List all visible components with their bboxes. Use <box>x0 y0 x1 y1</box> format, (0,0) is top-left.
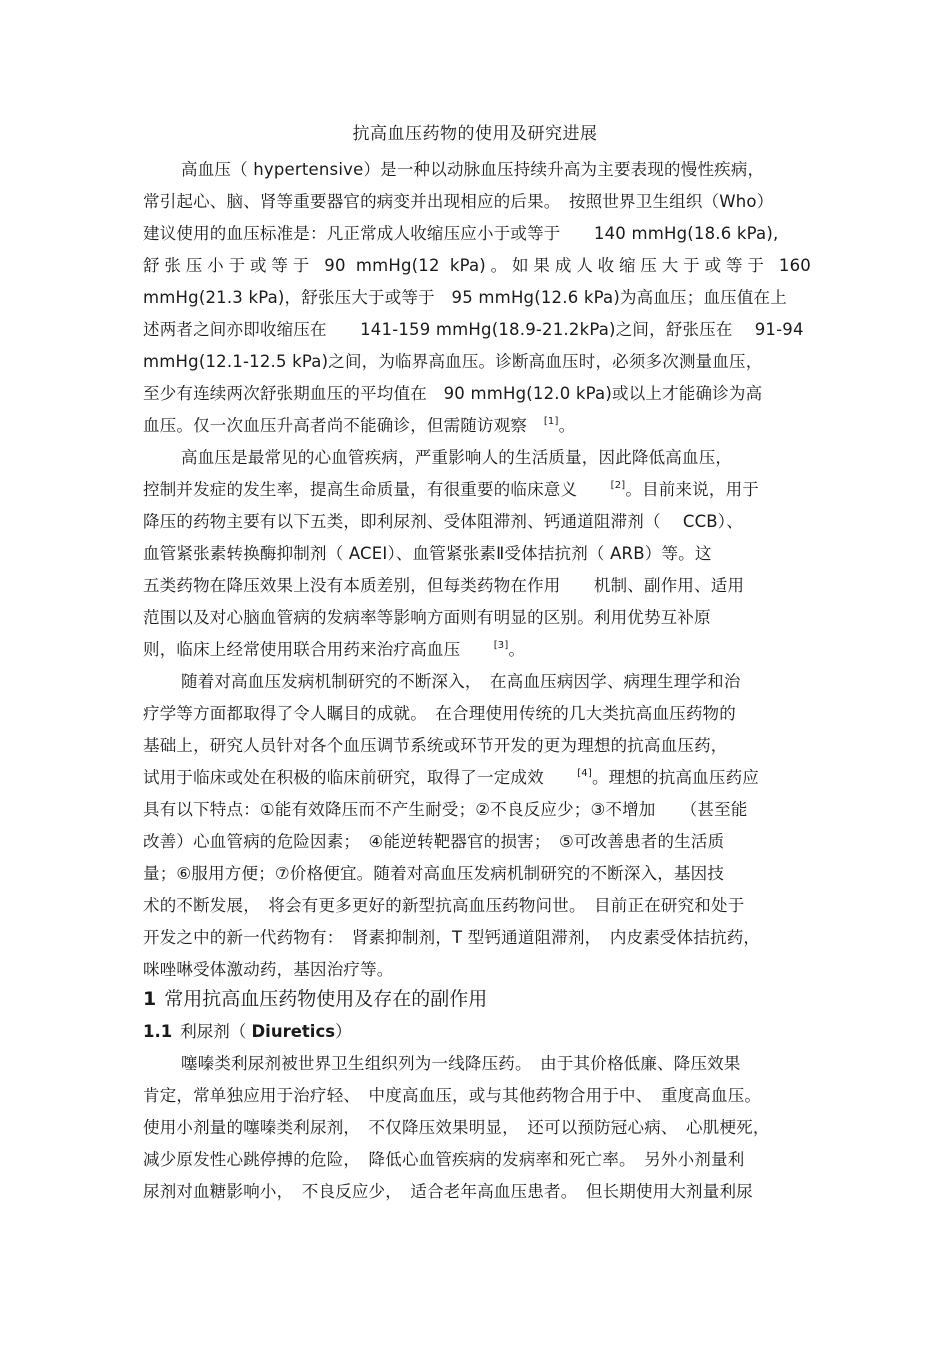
p4-line-1: 噻嗪类利尿剂被世界卫生组织列为一线降压药。 由于其价格低廉、降压效果 <box>181 1054 741 1073</box>
p3-line-4 <box>143 766 811 790</box>
p3-line-10: 咪唑啉受体激动药，基因治疗等。 <box>143 960 394 979</box>
p3-line-3: 基础上，研究人员针对各个血压调节系统或环节开发的更为理想的抗高血压药， <box>143 736 728 755</box>
p3-line-6: 改善）心血管病的危险因素； ④能逆转靶器官的损害； ⑤可改善患者的生活质 <box>143 832 725 851</box>
citation-ref-4: [4] <box>577 768 592 779</box>
p1-line-8: 至少有连续两次舒张期血压的平均值在 90 mmHg(12.0 kPa)或以上才能确诊为高 <box>143 384 763 403</box>
p4-line-3: 使用小剂量的噻嗪类利尿剂， 不仅降压效果明显， 还可以预防冠心病、 心肌梗死， <box>143 1118 770 1137</box>
p3-line-4-after: 。理想的抗高血压药应 <box>591 768 759 787</box>
section-heading-1-1-title-end: ） <box>335 1022 352 1041</box>
section-heading-1-number: 1 <box>143 988 157 1010</box>
p1-line-3: 建议使用的血压标准是：凡正常成人收缩压应小于或等于 140 mmHg(18.6 kPa), <box>143 224 779 243</box>
document-title: 抗高血压药物的使用及研究进展 <box>352 124 598 144</box>
section-heading-1-1-number: 1.1 <box>143 1022 173 1041</box>
p2-line-7 <box>143 638 811 662</box>
p2-line-6: 范围以及对心脑血管病的发病率等影响方面则有明显的区别。利用优势互补原 <box>143 608 711 627</box>
p4-line-2: 肯定，常单独应用于治疗轻、 中度高血压，或与其他药物合用于中、 重度高血压。 <box>143 1086 762 1105</box>
p2-line-3: 降压的药物主要有以下五类，即利尿剂、受体阻滞剂、钙通道阻滞剂（ CCB）、 <box>143 512 743 531</box>
citation-ref-2: [2] <box>610 480 626 491</box>
p2-line-7-end: 。 <box>508 640 526 659</box>
p1-line-6: 述两者之间亦即收缩压在 141-159 mmHg(18.9-21.2kPa)之间，舒张压在 91-94 <box>143 320 804 339</box>
citation-ref-1: [1] <box>543 416 559 427</box>
p1-line-5: mmHg(21.3 kPa)，舒张压大于或等于 95 mmHg(12.6 kPa)为高血压；血压值在上 <box>143 288 787 307</box>
p2-line-1: 高血压是最常见的心血管疾病，严重影响人的生活质量，因此降低高血压， <box>181 448 733 467</box>
p1-line-1: 高血压（ hypertensive）是一种以动脉血压持续升高为主要表现的慢性疾病， <box>181 160 765 179</box>
section-heading-1-title: 常用抗高血压药物使用及存在的副作用 <box>164 988 488 1010</box>
citation-ref-3: [3] <box>493 640 509 651</box>
p4-line-5: 尿剂对血糖影响小， 不良反应少， 适合老年高血压患者。 但长期使用大剂量利尿 <box>143 1182 753 1201</box>
p3-line-5: 具有以下特点：①能有效降压而不产生耐受；②不良反应少；③不增加 （甚至能 <box>143 800 748 819</box>
section-heading-1-1-title-cn: 利尿剂（ <box>180 1022 252 1041</box>
section-heading-1-1-title-en: Diuretics <box>251 1022 336 1041</box>
p2-line-7-text: 则，临床上经常使用联合用药来治疗高血压 <box>143 640 494 659</box>
p1-line-4: 舒张压小于或等于 90 mmHg(12 kPa)。如果成人收缩压大于或等于 160 <box>143 256 811 275</box>
p3-line-8: 术的不断发展， 将会有更多更好的新型抗高血压药物问世。 目前正在研究和处于 <box>143 896 745 915</box>
p3-line-9: 开发之中的新一代药物有： 肾素抑制剂，T 型钙通道阻滞剂， 内皮素受体拮抗药， <box>143 928 761 947</box>
p1-line-9-end: 。 <box>558 416 576 435</box>
p3-line-7: 量；⑥服用方便；⑦价格便宜。随着对高血压发病机制研究的不断深入，基因技 <box>143 864 725 883</box>
p4-line-4: 减少原发性心跳停搏的危险， 降低心血管疾病的发病率和死亡率。 另外小剂量利 <box>143 1150 745 1169</box>
p2-line-2-after: 。目前来说，用于 <box>625 480 759 499</box>
p2-line-2-text: 控制并发症的发生率，提高生命质量，有很重要的临床意义 <box>143 480 611 499</box>
p3-line-4-text: 试用于临床或处在积极的临床前研究，取得了一定成效 <box>143 768 578 787</box>
p3-line-2: 疗学等方面都取得了令人瞩目的成就。 在合理使用传统的几大类抗高血压药物的 <box>143 704 736 723</box>
p1-line-9 <box>143 414 811 438</box>
p2-line-5: 五类药物在降压效果上没有本质差别，但每类药物在作用 机制、副作用、适用 <box>143 576 745 595</box>
section-heading-1-1 <box>143 1020 352 1044</box>
section-heading-1 <box>143 986 487 1012</box>
p1-line-9-text: 血压。仅一次血压升高者尚不能确诊，但需随访观察 <box>143 416 544 435</box>
p2-line-2 <box>143 478 811 502</box>
p2-line-4: 血管紧张素转换酶抑制剂（ ACEI）、血管紧张素Ⅱ受体拮抗剂（ ARB）等。这 <box>143 544 712 563</box>
p1-line-2: 常引起心、脑、肾等重要器官的病变并出现相应的后果。 按照世界卫生组织（Who） <box>143 192 774 211</box>
p1-line-7: mmHg(12.1-12.5 kPa)之间，为临界高血压。诊断高血压时，必须多次测量血压， <box>143 352 763 371</box>
p3-line-1: 随着对高血压发病机制研究的不断深入， 在高血压病因学、病理生理学和治 <box>181 672 741 691</box>
